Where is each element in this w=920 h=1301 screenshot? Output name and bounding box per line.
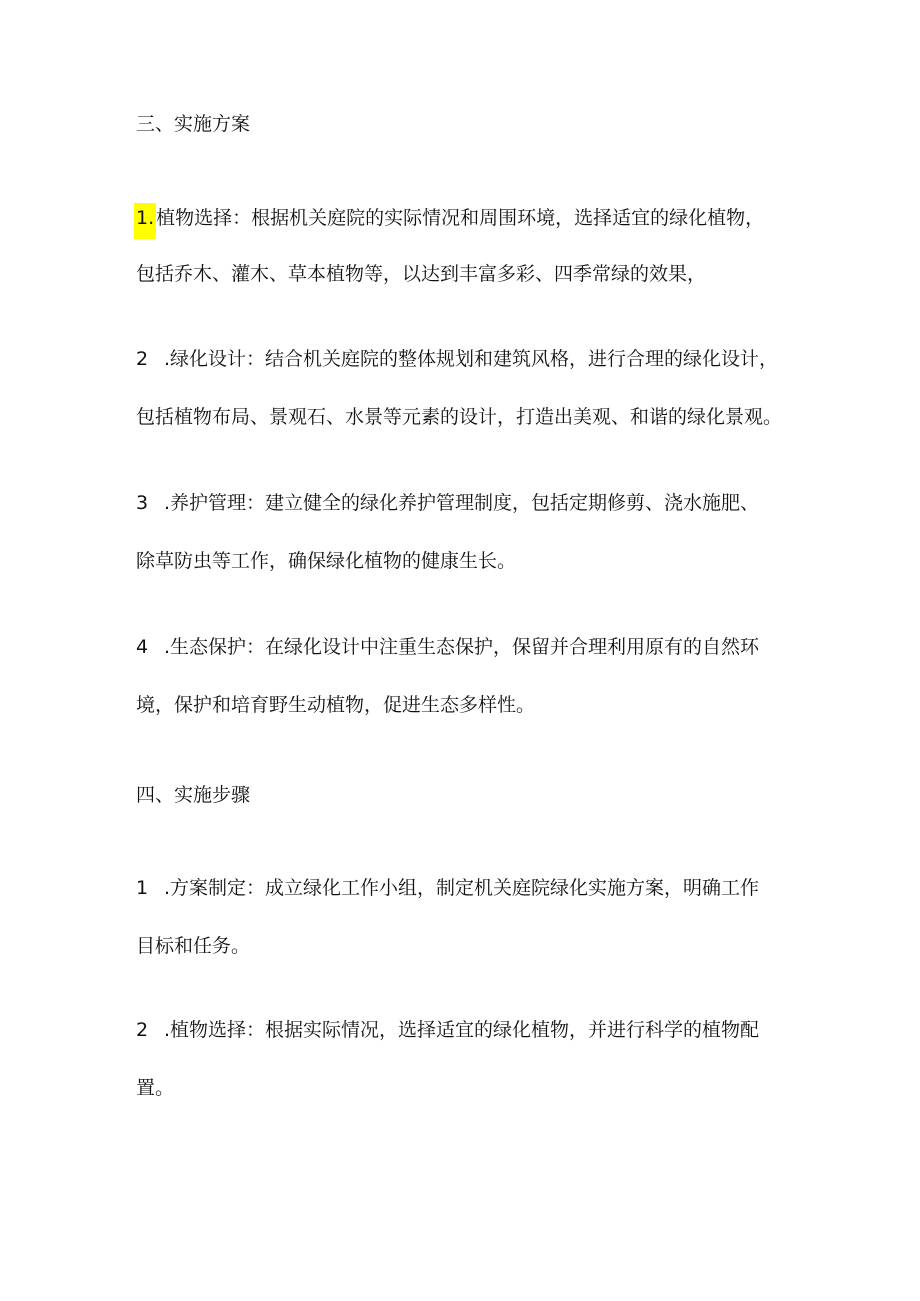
item-line-1 — [136, 875, 816, 901]
item-number: 4 — [136, 636, 149, 658]
item-line-1 — [136, 490, 816, 516]
section-3-item-1 — [136, 203, 816, 287]
item-number: 1 — [136, 877, 149, 899]
item-line-1 — [136, 1017, 816, 1043]
item-text: .方案制定：成立绿化工作小组，制定机关庭院绿化实施方案，明确工作 — [164, 877, 760, 899]
item-text: .绿化设计：结合机关庭院的整体规划和建筑风格，进行合理的绿化设计， — [164, 348, 779, 370]
item-number: 2 — [136, 1019, 149, 1041]
item-line-2: 目标和任务。 — [136, 935, 251, 957]
item-number: 3 — [136, 492, 149, 514]
item-number-highlighted: 1. — [134, 203, 156, 239]
item-line-1 — [136, 346, 816, 372]
section-3-item-2 — [136, 346, 816, 430]
item-line-2: 除草防虫等工作，确保绿化植物的健康生长。 — [136, 550, 517, 572]
item-line-2: 包括植物布局、景观石、水景等元素的设计，打造出美观、和谐的绿化景观。 — [136, 406, 783, 428]
item-text: .养护管理：建立健全的绿化养护管理制度，包括定期修剪、浇水施肥、 — [164, 492, 760, 514]
item-line-1 — [136, 203, 816, 229]
section-4-heading: 四、实施步骤 — [136, 784, 251, 806]
section-4-item-1 — [136, 875, 816, 959]
item-text: 植物选择：根据机关庭院的实际情况和周围环境，选择适宜的绿化植物， — [156, 207, 765, 229]
item-line-2: 包括乔木、灌木、草本植物等，以达到丰富多彩、四季常绿的效果， — [136, 263, 707, 285]
section-4-item-2 — [136, 1017, 816, 1101]
item-text: .生态保护：在绿化设计中注重生态保护，保留并合理利用原有的自然环 — [164, 636, 760, 658]
section-3-heading: 三、实施方案 — [136, 113, 251, 135]
section-3-item-4 — [136, 634, 816, 718]
item-line-2: 境，保护和培育野生动植物，促进生态多样性。 — [136, 694, 536, 716]
item-line-2: 置。 — [136, 1077, 175, 1099]
section-3-item-3 — [136, 490, 816, 574]
item-line-1 — [136, 634, 816, 660]
item-number: 2 — [136, 348, 149, 370]
item-text: .植物选择：根据实际情况，选择适宜的绿化植物，并进行科学的植物配 — [164, 1019, 760, 1041]
